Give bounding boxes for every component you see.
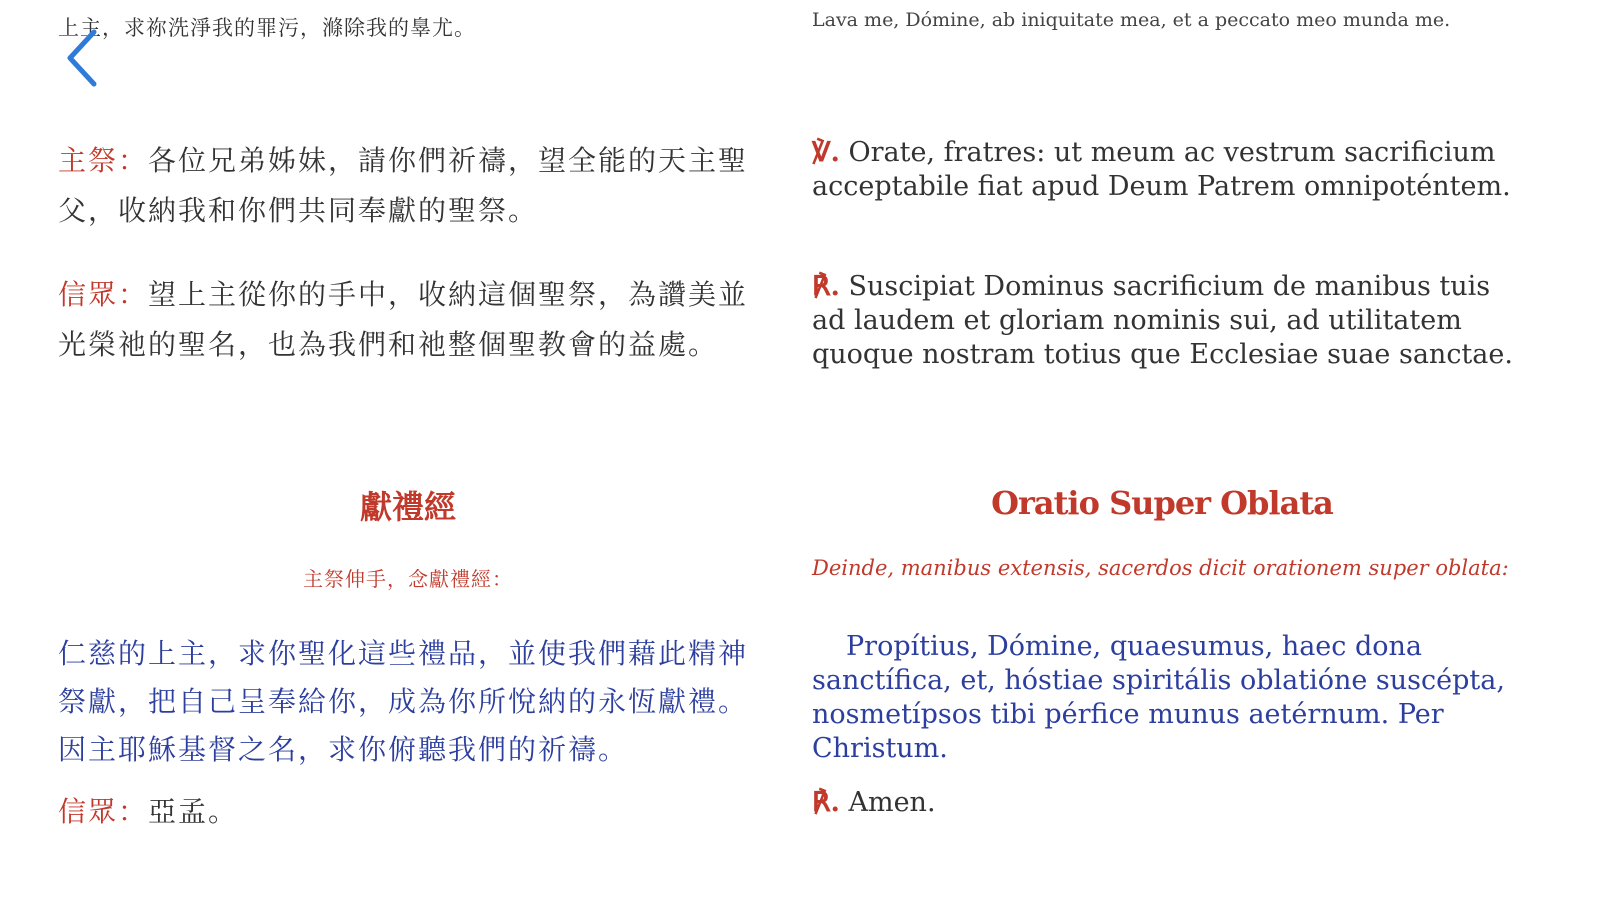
dialogue-priest-chinese xyxy=(58,136,758,236)
dialogue-text: Suscipiat Dominus sacrificium de manibus tuis ad laudem et gloriam nominis sui, ad utilitatem quoque nostram totius que Ecclesiae suae sanctae. xyxy=(812,271,1513,370)
amen-text: 亞孟。 xyxy=(148,795,239,828)
versicle-mark: ℣. xyxy=(812,137,840,168)
dialogue-versicle-latin xyxy=(812,136,1532,204)
previous-verse-chinese: 上主，求祢洗淨我的罪污，滌除我的辠尤。 xyxy=(58,16,476,40)
prayer-chinese: 仁慈的上主，求你聖化這些禮品，並使我們藉此精神祭獻，把自己呈奉給你，成為你所悅納的永恆獻禮。因主耶穌基督之名，求你俯聽我們的祈禱。 xyxy=(58,637,749,766)
response-mark: ℟. xyxy=(812,271,840,302)
back-button[interactable] xyxy=(62,28,102,88)
role-label: 主祭： xyxy=(58,144,149,177)
rubric-chinese: 主祭伸手，念獻禮經： xyxy=(303,567,513,591)
previous-verse-latin: Lava me, Dómine, ab iniquitate mea, et a peccato meo munda me. xyxy=(812,9,1451,31)
rubric-latin: Deinde, manibus extensis, sacerdos dicit orationem super oblata: xyxy=(812,556,1509,580)
response-mark: ℟. xyxy=(812,787,840,818)
section-title-latin: Oratio Super Oblata xyxy=(991,484,1333,522)
section-title-chinese: 獻禮經 xyxy=(359,488,456,526)
amen-chinese xyxy=(58,788,238,836)
chevron-left-icon xyxy=(62,28,102,88)
role-label: 信眾： xyxy=(58,795,149,828)
dialogue-response-latin xyxy=(812,270,1532,372)
dialogue-text: 各位兄弟姊妹，請你們祈禱，望全能的天主聖父，收納我和你們共同奉獻的聖祭。 xyxy=(58,144,749,227)
role-label: 信眾： xyxy=(58,278,149,311)
amen-text: Amen. xyxy=(848,787,936,818)
prayer-latin: Propítius, Dómine, quaesumus, haec dona sanctífica, et, hóstiae spiritális oblatióne suscépta, nosmetípsos tibi pérfice munus aetérnum. Per Christum. xyxy=(812,631,1505,764)
dialogue-people-chinese xyxy=(58,270,758,370)
dialogue-text: Orate, fratres: ut meum ac vestrum sacrificium acceptabile fiat apud Deum Patrem omnipoténtem. xyxy=(812,137,1511,202)
amen-latin xyxy=(812,786,936,820)
dialogue-text: 望上主從你的手中，收納這個聖祭，為讚美並光榮祂的聖名，也為我們和祂整個聖教會的益處。 xyxy=(58,278,749,361)
